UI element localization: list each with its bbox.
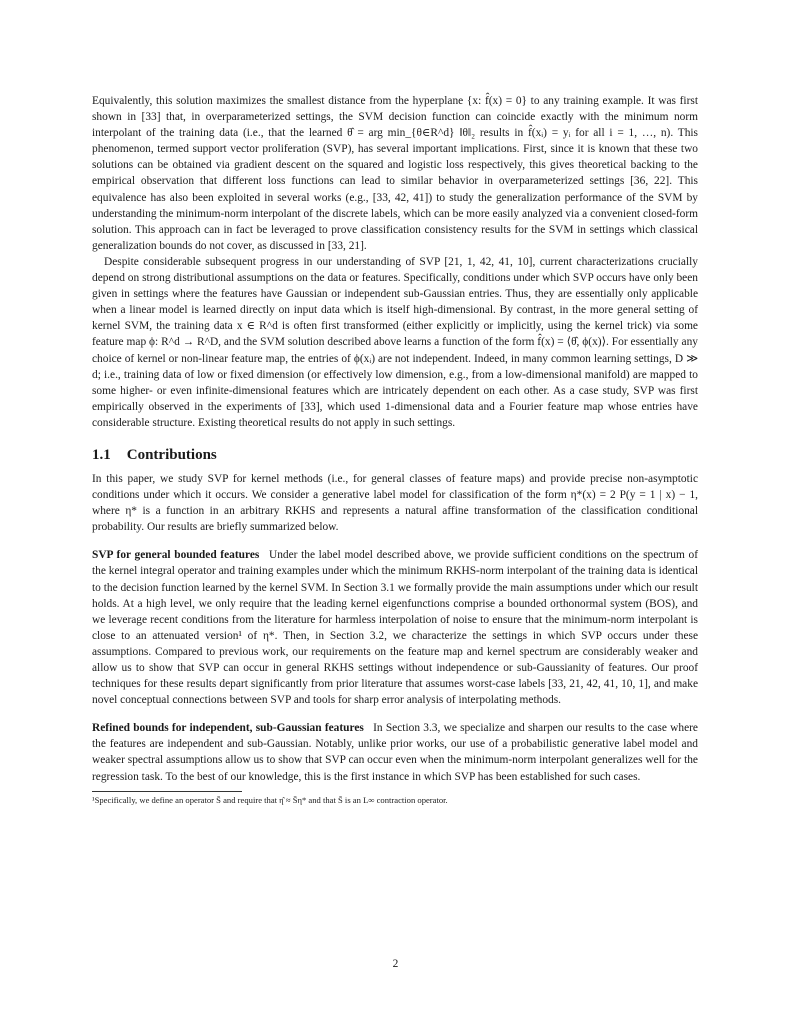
paragraph-svm-min-norm: Equivalently, this solution maximizes the smallest distance from the hyperplane {x: f̂(x) = 0} to any training example. It was first shown in [33] that, in overparameterized settings, the SVM decision function can coincide exactly with the minimum norm interpolant of the training data (i.e., that the learned θ̂ = arg min_{θ∈R^d} ‖θ‖₂ results in f̂(xᵢ) = yᵢ for all i = 1, …, n). This phenomenon, termed support vector proliferation (SVP), has several important implications. First, since it is known that these two solutions can be obtained via gradient descent on the squared and logistic loss respectively, this gives theoretical backing to the empirical observation that different loss functions can lead to similar behavior in overparameterized settings [36, 22]. This equivalence has also been exploited in several works (e.g., [33, 42, 41]) to study the generalization performance of the SVM by understanding the minimum-norm interpolant of the discrete labels, which can be more easily analyzed via a convenient closed-form solution. This approach can in fact be leveraged to prove classification consistency results for the SVM in settings which classical generalization bounds do not cover, as discussed in [33, 21]. xyxy=(92,95,698,252)
paragraph-subgaussian-features xyxy=(92,720,698,784)
section-number: 1.1 xyxy=(92,446,111,463)
paragraph-contributions-intro: In this paper, we study SVP for kernel methods (i.e., for general classes of feature maps) and provide precise non-asymptotic conditions under which it occurs. We consider a generative label model for classification of the form η*(x) = 2 P(y = 1 | x) − 1, where η* is a function in an arbitrary RKHS and represents a natural affine transformation of the classification conditional probability. Our results are briefly summarized below. xyxy=(92,472,698,534)
section-heading xyxy=(92,447,698,464)
footnote-rule xyxy=(92,791,242,792)
run-in-heading-general: SVP for general bounded features xyxy=(92,549,260,562)
section-title: Contributions xyxy=(126,446,217,463)
page-body xyxy=(92,93,698,806)
paragraph-svp-progress: Despite considerable subsequent progress in our understanding of SVP [21, 1, 42, 41, 10], current characterizations crucially depend on strong distributional assumptions on the data or features. Specifically, conditions under which SVP occurs have only been given in settings where the features have Gaussian or independent sub-Gaussian entries. Thus, they are essentially only applicable when a linear model is learned directly on input data which is itself high-dimensional. By contrast, in the more general setting of kernel SVM, the training data x ∈ R^d is often first transformed (either explicitly or implicitly, using the kernel trick) via some feature map ϕ: R^d → R^D, and the SVM solution described above learns a function of the form f̂(x) = ⟨θ̂, ϕ(x)⟩. For essentially any choice of kernel or non-linear feature map, the entries of ϕ(xᵢ) are not independent. Indeed, in many common learning settings, D ≫ d; i.e., training data of low or fixed dimension (or effectively low dimension, e.g., from a low-dimensional manifold) are mapped to some higher- or even infinite-dimensional features which are intricately dependent on each other. As a case study, SVP was first empirically observed in the experiments of [33], which used 1-dimensional data and a Fourier feature map whose entries have considerable structure. Existing theoretical results do not apply in such settings. xyxy=(92,255,698,429)
paragraph-subgaussian-text: In Section 3.3, we specialize and sharpen our results to the case where the features are independent and sub-Gaussian. Notably, unlike prior works, our use of a probabilistic generative label model and weaker spectral assumptions allow us to show that SVP can occur even when the minimum-norm interpolant generalizes well for the regression task. To the best of our knowledge, this is the first instance in which SVP has been established for such cases. xyxy=(92,722,698,783)
footnote: ¹Specifically, we define an operator S̄ and require that η̂ ≈ S̄η* and that S̄ is an L∞ contraction operator. xyxy=(92,794,448,805)
paragraph-general-text: Under the label model described above, we provide sufficient conditions on the spectrum of the kernel integral operator and training examples under which the minimum RKHS-norm interpolant of the training data is identical to the decision function learned by the kernel SVM. In Section 3.1 we formally provide the main assumptions under which our result holds. At a high level, we only require that the leading kernel eigenfunctions comprise a bounded orthonormal system (BOS), and we leverage recent conditions from the literature for harmless interpolation of noise to ensure that the minimum-norm interpolant is close to an attenuated version¹ of η*. Then, in Section 3.2, we characterize the settings in which SVP occurs under these assumptions. Compared to previous work, our requirements on the feature map and kernel spectrum are considerably weaker and allow us to show that SVP can occur in general RKHS settings without independence or sub-Gaussianity of features. Our proof techniques for these results depart significantly from prior literature that assumes worst-case labels [33, 21, 42, 41, 10, 1], and make novel conceptual connections between SVP and tools for sharp error analysis of interpolating methods. xyxy=(92,549,698,707)
page-number: 2 xyxy=(392,958,399,970)
run-in-heading-subgaussian: Refined bounds for independent, sub-Gaussian features xyxy=(92,722,364,735)
paragraph-general-bounded-features xyxy=(92,547,698,708)
